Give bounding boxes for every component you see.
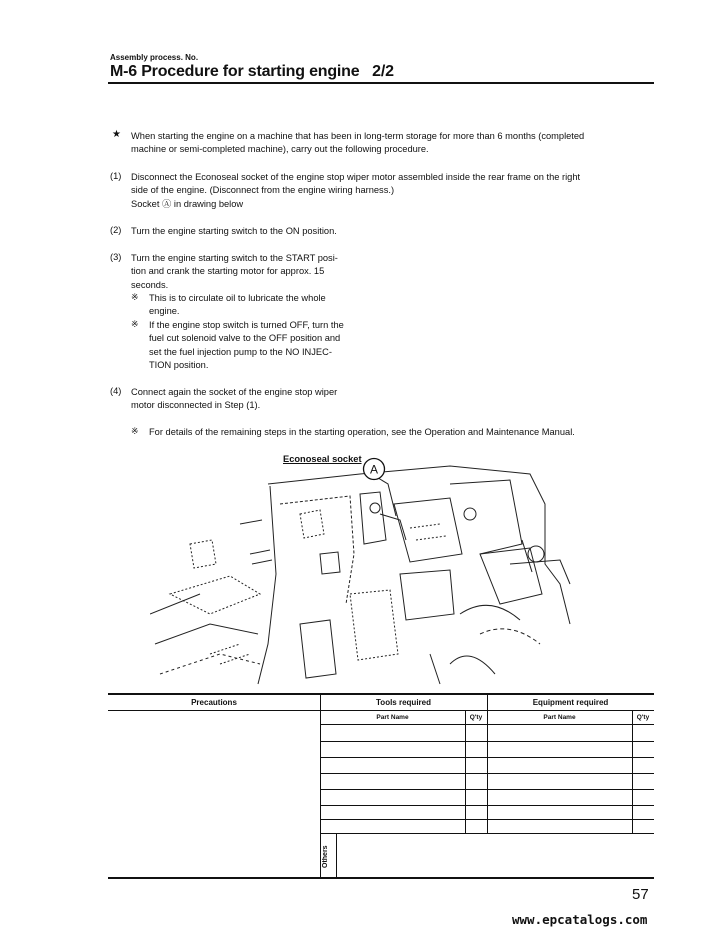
tools-part-name-header: Part Name bbox=[376, 714, 409, 721]
precautions-header: Precautions bbox=[191, 698, 237, 707]
svg-text:A: A bbox=[369, 462, 379, 477]
note-2-text: If the engine stop switch is turned OFF, turn the fuel cut solenoid valve to the OFF position and set the fuel injection pump to the NO INJEC- TION position. bbox=[149, 320, 344, 371]
note-1-mark: ※ bbox=[131, 292, 139, 302]
step-4-number: (4) bbox=[110, 386, 122, 396]
table-divider bbox=[465, 710, 466, 833]
equipment-part-name-header: Part Name bbox=[543, 714, 576, 721]
table-row-rule bbox=[320, 819, 654, 820]
note-1-text: This is to circulate oil to lubricate the whole engine. bbox=[149, 293, 326, 317]
table-divider bbox=[336, 833, 337, 877]
star-mark: ★ bbox=[112, 129, 121, 140]
econoseal-socket-callout: Econoseal socket bbox=[283, 454, 362, 464]
intro-text: When starting the engine on a machine that has been in long-term storage for more than 6 months (completed machine or semi-completed machine), carry out the following procedure. bbox=[131, 131, 585, 155]
socket-a-marker bbox=[362, 457, 386, 481]
tools-qty-header: Q'ty bbox=[469, 714, 483, 721]
tools-required-header: Tools required bbox=[376, 698, 431, 707]
table-row-rule bbox=[320, 789, 654, 790]
table-row-rule bbox=[320, 757, 654, 758]
page-number: 57 bbox=[632, 886, 649, 903]
others-label: Others bbox=[322, 845, 329, 869]
table-top-rule bbox=[108, 693, 654, 695]
step-4-text: Connect again the socket of the engine stop wiper motor disconnected in Step (1). bbox=[131, 387, 338, 411]
table-bottom-rule bbox=[108, 877, 654, 879]
step-2-text: Turn the engine starting switch to the ON position. bbox=[131, 226, 337, 236]
title-rule bbox=[108, 82, 654, 84]
note-3-text: For details of the remaining steps in the starting operation, see the Operation and Maintenance Manual. bbox=[149, 427, 575, 437]
equipment-qty-header: Q'ty bbox=[636, 714, 650, 721]
table-row-rule bbox=[320, 773, 654, 774]
step-1-number: (1) bbox=[110, 171, 122, 181]
site-watermark: www.epcatalogs.com bbox=[512, 912, 648, 927]
step-2-number: (2) bbox=[110, 225, 122, 235]
note-3-mark: ※ bbox=[131, 426, 139, 436]
table-divider bbox=[632, 710, 633, 833]
table-row-rule bbox=[320, 833, 654, 834]
table-row-rule bbox=[320, 741, 654, 742]
table-row-rule bbox=[320, 724, 654, 725]
table-row-rule bbox=[320, 805, 654, 806]
step-3-number: (3) bbox=[110, 252, 122, 262]
step-3-text: Turn the engine starting switch to the START posi- tion and crank the starting motor for approx. 15 seconds. bbox=[131, 253, 338, 290]
page-title: M-6 Procedure for starting engine 2/2 bbox=[110, 63, 394, 80]
step-1-text: Disconnect the Econoseal socket of the engine stop wiper motor assembled inside the rear frame on the right side of the engine. (Disconnect from the engine wiring harness.) Socket Ⓐ in drawing below bbox=[131, 172, 581, 209]
note-2-mark: ※ bbox=[131, 319, 139, 329]
equipment-required-header: Equipment required bbox=[532, 698, 609, 707]
table-header-rule bbox=[108, 710, 654, 711]
process-number-label: Assembly process. No. bbox=[110, 53, 199, 62]
